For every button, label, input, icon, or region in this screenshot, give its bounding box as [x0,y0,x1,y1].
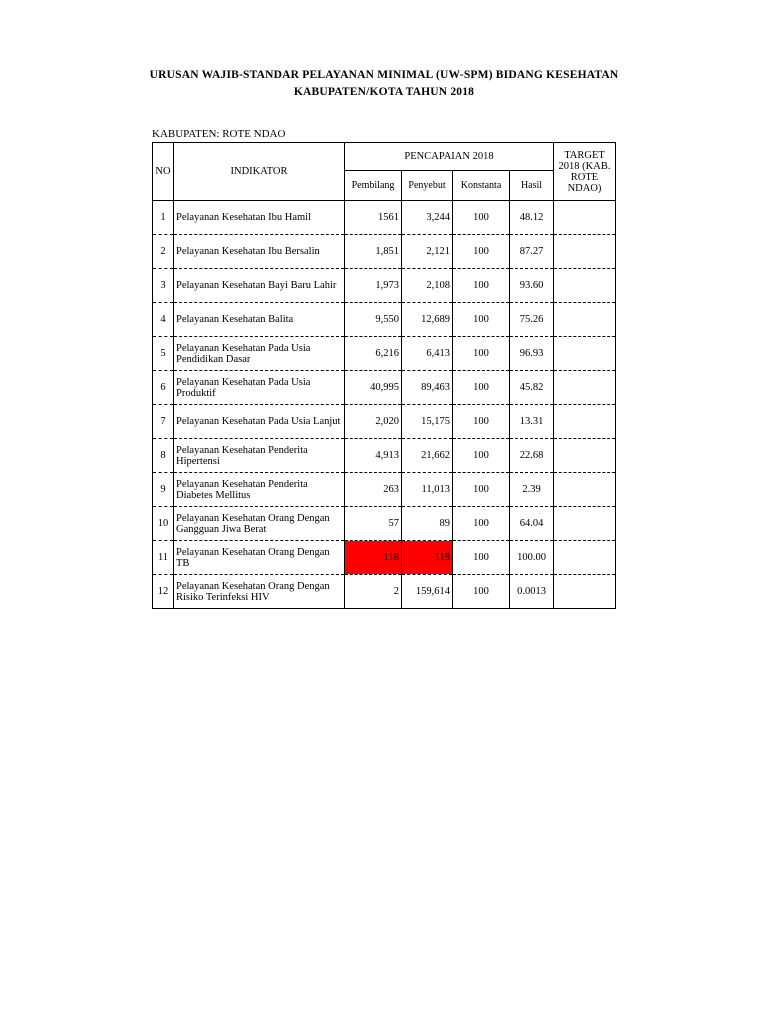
cell-hasil: 75.26 [510,303,554,337]
table-row [153,201,616,235]
cell-hasil: 96.93 [510,337,554,371]
cell-penyebut: 6,413 [402,337,453,371]
header-pencapaian: PENCAPAIAN 2018 [345,143,554,171]
spm-table [152,142,616,609]
cell-target [554,405,616,439]
cell-hasil: 64.04 [510,507,554,541]
cell-indikator: Pelayanan Kesehatan Pada Usia Produktif [174,371,345,405]
cell-target [554,235,616,269]
cell-indikator: Pelayanan Kesehatan Pada Usia Lanjut [174,405,345,439]
cell-pembilang: 2,020 [345,405,402,439]
header-konstanta: Konstanta [453,171,510,201]
table-row [153,405,616,439]
cell-konstanta: 100 [453,473,510,507]
table-row [153,337,616,371]
cell-hasil: 2.39 [510,473,554,507]
cell-no: 11 [153,541,174,575]
table-row [153,541,616,575]
cell-indikator: Pelayanan Kesehatan Orang Dengan Gangguan Jiwa Berat [174,507,345,541]
cell-pembilang: 1561 [345,201,402,235]
cell-no: 8 [153,439,174,473]
cell-konstanta: 100 [453,303,510,337]
cell-penyebut: 89 [402,507,453,541]
cell-no: 5 [153,337,174,371]
cell-indikator: Pelayanan Kesehatan Bayi Baru Lahir [174,269,345,303]
cell-konstanta: 100 [453,235,510,269]
cell-konstanta: 100 [453,405,510,439]
cell-penyebut: 21,662 [402,439,453,473]
table-row [153,473,616,507]
cell-target [554,575,616,609]
cell-hasil: 93.60 [510,269,554,303]
cell-penyebut: 118 [402,541,453,575]
cell-no: 2 [153,235,174,269]
cell-hasil: 22.68 [510,439,554,473]
cell-no: 12 [153,575,174,609]
table-row [153,269,616,303]
cell-target [554,439,616,473]
cell-indikator: Pelayanan Kesehatan Balita [174,303,345,337]
cell-penyebut: 159,614 [402,575,453,609]
header-target: TARGET 2018 (KAB. ROTE NDAO) [554,143,616,201]
cell-indikator: Pelayanan Kesehatan Orang Dengan Risiko Terinfeksi HIV [174,575,345,609]
cell-indikator: Pelayanan Kesehatan Penderita Diabetes Mellitus [174,473,345,507]
cell-konstanta: 100 [453,439,510,473]
cell-indikator: Pelayanan Kesehatan Ibu Hamil [174,201,345,235]
cell-penyebut: 15,175 [402,405,453,439]
cell-target [554,371,616,405]
cell-no: 7 [153,405,174,439]
cell-penyebut: 2,121 [402,235,453,269]
cell-hasil: 100.00 [510,541,554,575]
header-no: NO [153,143,174,201]
cell-konstanta: 100 [453,371,510,405]
cell-indikator: Pelayanan Kesehatan Pada Usia Pendidikan Dasar [174,337,345,371]
cell-no: 1 [153,201,174,235]
cell-penyebut: 12,689 [402,303,453,337]
cell-pembilang: 2 [345,575,402,609]
cell-target [554,269,616,303]
cell-indikator: Pelayanan Kesehatan Orang Dengan TB [174,541,345,575]
cell-hasil: 13.31 [510,405,554,439]
cell-target [554,541,616,575]
cell-pembilang: 1,851 [345,235,402,269]
region-label: KABUPATEN: ROTE NDAO [152,128,286,140]
cell-target [554,473,616,507]
cell-pembilang: 1,973 [345,269,402,303]
cell-konstanta: 100 [453,575,510,609]
cell-hasil: 48.12 [510,201,554,235]
cell-target [554,507,616,541]
table-row [153,439,616,473]
cell-target [554,201,616,235]
document-title [0,67,768,101]
cell-no: 4 [153,303,174,337]
cell-no: 10 [153,507,174,541]
cell-penyebut: 2,108 [402,269,453,303]
cell-konstanta: 100 [453,337,510,371]
header-hasil: Hasil [510,171,554,201]
cell-no: 9 [153,473,174,507]
table-row [153,303,616,337]
cell-penyebut: 89,463 [402,371,453,405]
cell-indikator: Pelayanan Kesehatan Penderita Hipertensi [174,439,345,473]
header-pembilang: Pembilang [345,171,402,201]
table-row [153,575,616,609]
cell-target [554,337,616,371]
cell-konstanta: 100 [453,541,510,575]
cell-hasil: 0.0013 [510,575,554,609]
cell-konstanta: 100 [453,269,510,303]
cell-hasil: 45.82 [510,371,554,405]
cell-penyebut: 11,013 [402,473,453,507]
cell-pembilang: 57 [345,507,402,541]
cell-hasil: 87.27 [510,235,554,269]
cell-pembilang: 263 [345,473,402,507]
title-line-2: KABUPATEN/KOTA TAHUN 2018 [293,86,475,98]
cell-pembilang: 4,913 [345,439,402,473]
cell-pembilang: 6,216 [345,337,402,371]
cell-pembilang: 40,995 [345,371,402,405]
table-row [153,371,616,405]
cell-no: 3 [153,269,174,303]
cell-konstanta: 100 [453,507,510,541]
table-body [153,201,616,609]
title-line-1: URUSAN WAJIB-STANDAR PELAYANAN MINIMAL (UW-SPM) BIDANG KESEHATAN [149,69,619,81]
cell-penyebut: 3,244 [402,201,453,235]
table-row [153,235,616,269]
cell-konstanta: 100 [453,201,510,235]
cell-no: 6 [153,371,174,405]
cell-pembilang: 118 [345,541,402,575]
header-indikator: INDIKATOR [174,143,345,201]
cell-indikator: Pelayanan Kesehatan Ibu Bersalin [174,235,345,269]
table-row [153,507,616,541]
cell-target [554,303,616,337]
header-penyebut: Penyebut [402,171,453,201]
cell-pembilang: 9,550 [345,303,402,337]
